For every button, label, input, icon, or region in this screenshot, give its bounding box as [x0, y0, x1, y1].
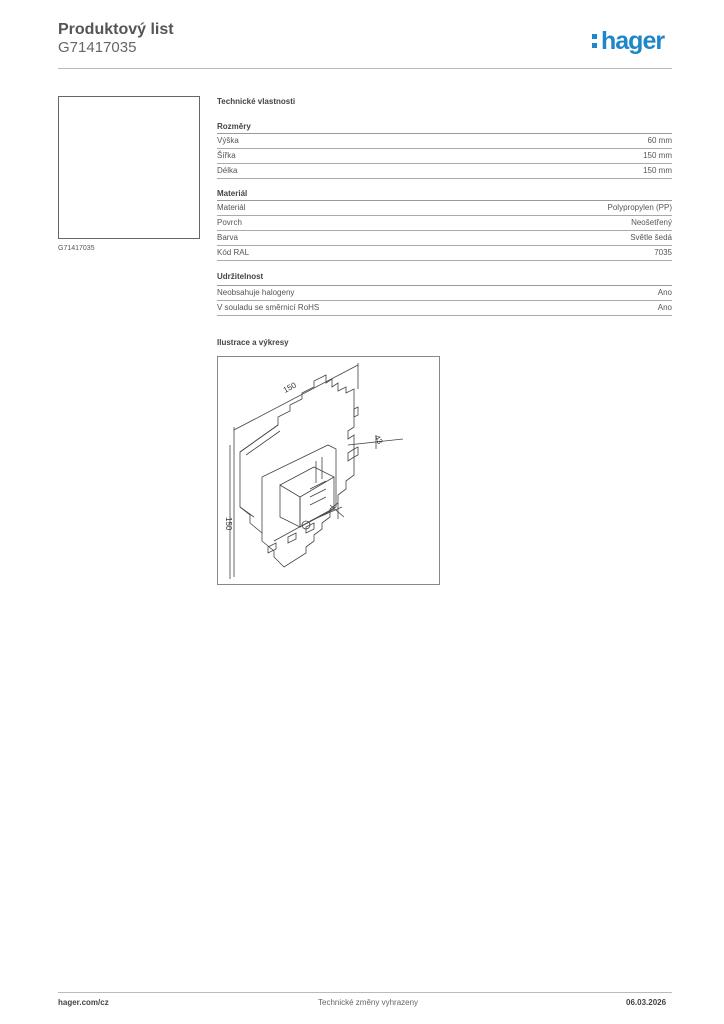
row-label: Výška [217, 136, 239, 145]
table-row [217, 301, 672, 316]
row-value: 150 mm [643, 151, 672, 160]
product-image-caption: G71417035 [58, 245, 95, 252]
depth-dimension-label: 43 [372, 433, 385, 446]
table-row [217, 216, 672, 231]
table-row [217, 286, 672, 301]
row-value: 7035 [654, 248, 672, 257]
row-value: 150 mm [643, 166, 672, 175]
plate-outline [240, 375, 354, 567]
page-title: Produktový list [58, 21, 174, 38]
socket-module [280, 485, 300, 527]
logo-dot-icon [592, 43, 597, 48]
footer-note: Technické změny vyhrazeny [318, 998, 419, 1007]
row-value: Ano [657, 303, 672, 312]
technical-drawing [217, 356, 440, 585]
height-dimension-label: 150 [224, 517, 233, 531]
logo-dot-icon [592, 34, 597, 39]
drawing-svg [218, 357, 439, 584]
row-label: V souladu se směrnicí RoHS [217, 303, 320, 312]
table-row [217, 201, 672, 216]
row-label: Šířka [217, 151, 236, 160]
row-label: Materiál [217, 203, 246, 212]
row-value: Polypropylen (PP) [607, 203, 672, 212]
illustration-heading: Ilustrace a výkresy [217, 338, 289, 347]
technical-heading: Technické vlastnosti [217, 97, 296, 106]
group-title-material: Materiál [217, 189, 248, 198]
dimensions-table [217, 133, 672, 179]
row-label: Neobsahuje halogeny [217, 288, 295, 297]
width-dimension-label: 150 [281, 380, 298, 395]
sustainability-table [217, 285, 672, 316]
row-label: Barva [217, 233, 238, 242]
row-value: 60 mm [647, 136, 672, 145]
row-value: Neošetřený [631, 218, 672, 227]
row-value: Ano [657, 288, 672, 297]
material-table [217, 200, 672, 261]
row-value: Světle šedá [630, 233, 672, 242]
table-row [217, 134, 672, 149]
width-dimension-line [234, 365, 358, 430]
row-label: Kód RAL [217, 248, 250, 257]
header-divider [58, 68, 672, 69]
page-subtitle: G71417035 [58, 39, 137, 56]
row-label: Povrch [217, 218, 242, 227]
table-row [217, 231, 672, 246]
row-label: Délka [217, 166, 238, 175]
group-title-sustainability: Udržitelnost [217, 272, 264, 281]
table-row [217, 246, 672, 261]
footer-divider [58, 992, 672, 993]
table-row [217, 164, 672, 179]
hager-logo [591, 26, 675, 56]
group-title-dimensions: Rozměry [217, 122, 251, 131]
footer-website-link[interactable]: hager.com/cz [58, 998, 109, 1007]
footer-date: 06.03.2026 [626, 998, 667, 1007]
product-image-frame [58, 96, 200, 239]
table-row [217, 149, 672, 164]
logo-text: hager [601, 27, 665, 55]
